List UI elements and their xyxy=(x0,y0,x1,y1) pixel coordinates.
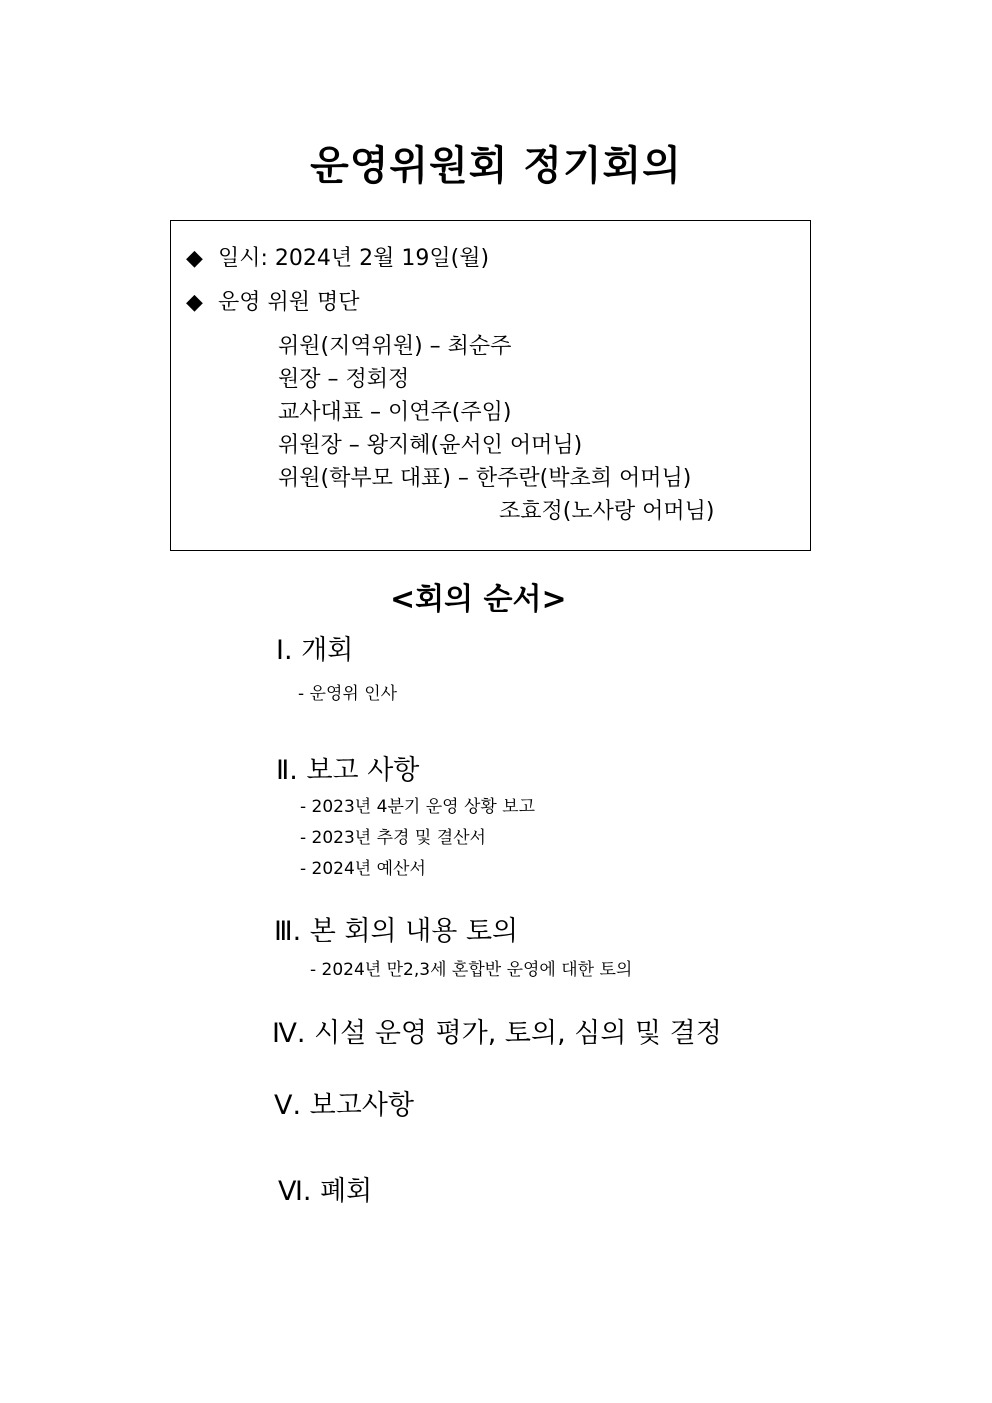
member-line: 위원장 – 왕지혜(윤서인 어머님) xyxy=(278,433,583,458)
agenda-heading: <회의 순서> xyxy=(390,582,567,617)
diamond-bullet-icon: ◆ xyxy=(186,246,203,271)
agenda-section: Ⅵ. 폐회 xyxy=(278,1176,373,1207)
member-line: 교사대표 – 이연주(주임) xyxy=(278,400,512,425)
member-line: 위원(학부모 대표) – 한주란(박초희 어머님) xyxy=(278,466,692,491)
document-title: 운영위원회 정기회의 xyxy=(310,143,682,189)
agenda-section: Ⅳ. 시설 운영 평가, 토의, 심의 및 결정 xyxy=(272,1018,722,1049)
member-line: 원장 – 정회정 xyxy=(278,367,410,392)
agenda-item: - 2024년 만2,3세 혼합반 운영에 대한 토의 xyxy=(310,960,633,980)
agenda-item: - 운영위 인사 xyxy=(298,684,398,704)
agenda-item: - 2023년 추경 및 결산서 xyxy=(300,828,486,848)
roster-heading-text: 운영 위원 명단 xyxy=(218,290,360,315)
agenda-section: Ⅱ. 보고 사항 xyxy=(276,755,420,786)
member-line: 조효정(노사랑 어머님) xyxy=(499,499,715,524)
agenda-section: Ⅲ. 본 회의 내용 토의 xyxy=(274,916,519,947)
agenda-item: - 2023년 4분기 운영 상황 보고 xyxy=(300,797,536,817)
diamond-bullet-icon: ◆ xyxy=(186,290,203,315)
agenda-item: - 2024년 예산서 xyxy=(300,859,426,879)
date-text: 일시: 2024년 2월 19일(월) xyxy=(218,246,490,271)
date-line xyxy=(186,248,489,270)
agenda-section: Ⅰ. 개회 xyxy=(276,635,354,666)
agenda-section: Ⅴ. 보고사항 xyxy=(274,1090,414,1121)
roster-heading xyxy=(186,292,360,314)
member-line: 위원(지역위원) – 최순주 xyxy=(278,334,512,359)
